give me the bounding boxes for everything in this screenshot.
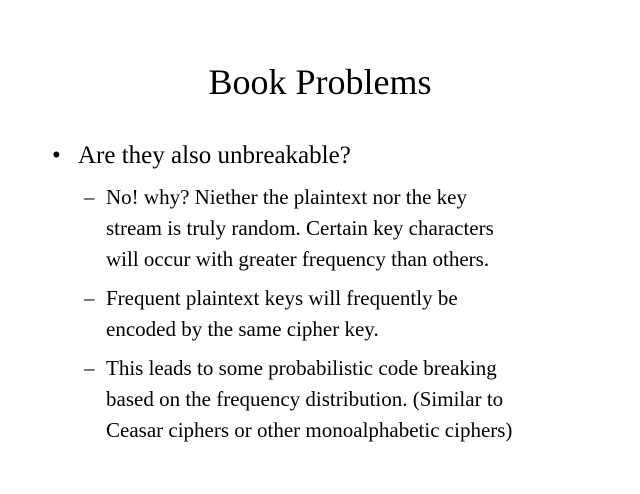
sub-bullet-line: stream is truly random. Certain key characters — [106, 216, 494, 240]
main-bullet-text: Are they also unbreakable? — [78, 142, 351, 169]
sub-bullet-line: based on the frequency distribution. (Similar to — [106, 387, 504, 411]
sub-bullet-line: Frequent plaintext keys will frequently be — [106, 286, 458, 310]
sub-bullet-line: No! why? Niether the plaintext nor the key — [106, 185, 467, 209]
sub-bullet-item — [84, 353, 604, 446]
sub-bullet-marker: – — [84, 356, 95, 380]
sub-bullet-line: encoded by the same cipher key. — [106, 317, 379, 341]
sub-bullet-line: This leads to some probabilistic code breaking — [106, 356, 497, 380]
sub-bullet-item — [84, 182, 604, 275]
sub-bullet-marker: – — [84, 286, 95, 310]
sub-bullet-line: Ceasar ciphers or other monoalphabetic ciphers) — [106, 418, 513, 442]
sub-bullet-item — [84, 283, 604, 345]
sub-bullet-line: will occur with greater frequency than others. — [106, 247, 490, 271]
slide-title: Book Problems — [208, 62, 432, 102]
sub-bullet-marker: – — [84, 185, 95, 209]
main-bullet — [52, 138, 612, 174]
bullet-marker: • — [52, 142, 61, 169]
sub-bullet-list — [84, 182, 604, 454]
